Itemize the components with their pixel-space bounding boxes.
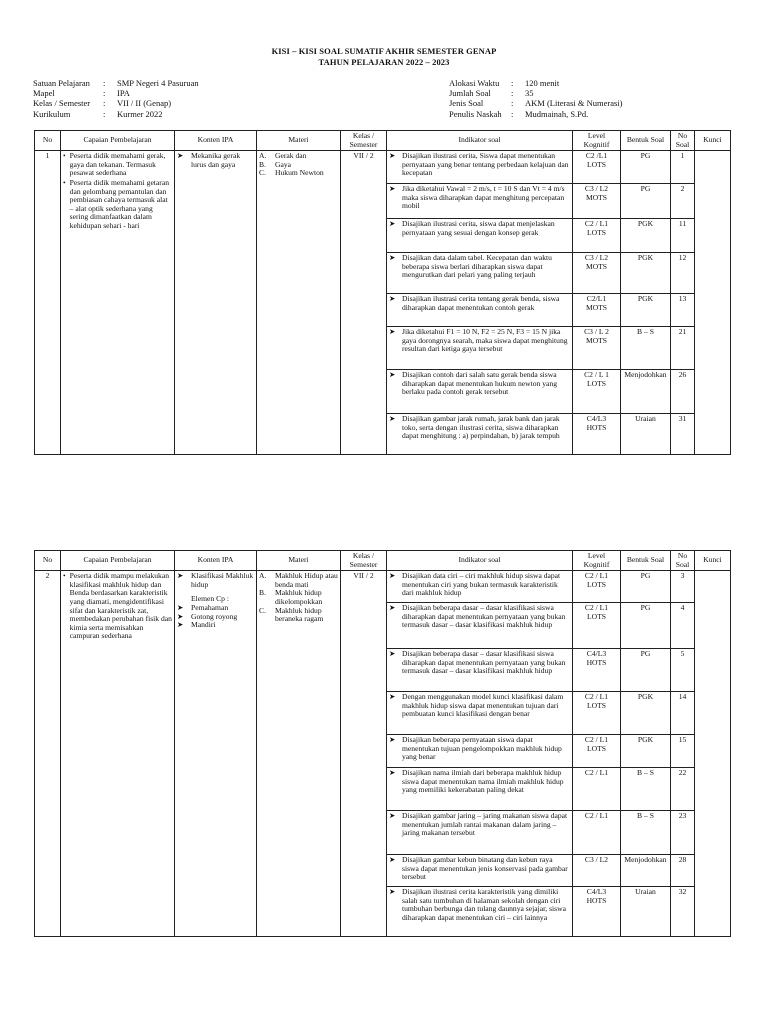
level-kognitif: C2 / L1: [573, 768, 620, 811]
materi-letter: C.: [259, 605, 266, 615]
level-kognitif: C2 / L1 LOTS: [573, 692, 620, 735]
col-header-kunci: Kunci: [695, 131, 731, 151]
level-kognitif: C3 / L2 MOTS: [573, 184, 620, 219]
bentuk-cell: [621, 571, 671, 937]
indikator-text: Disajikan ilustrasi cerita karakteristik yang dimiliki salah satu tumbuhan di halaman sekolah dengan ciri tumbuhan berbunga dan tulang daunnya sejajar, siswa diharapkan dapat menentukan ciri – ciri lainnya: [402, 887, 566, 922]
col-header-indikator: Indikator soal: [387, 131, 573, 151]
bentuk-soal: PGK: [621, 735, 670, 768]
arrow-icon: ➤: [177, 571, 184, 581]
indikator-text: Disajikan ilustrasi cerita, Siswa dapat menentukan pernyataan yang benar tentang perbedaan kelajuan dan kecepatan: [402, 151, 569, 178]
indikator-item: [387, 219, 572, 253]
nomor-soal: 1: [671, 151, 694, 184]
arrow-icon: ➤: [389, 735, 396, 745]
col-header-level: Level Kognitif: [573, 551, 621, 571]
bullet-icon: •: [63, 177, 66, 187]
indikator-text: Disajikan ilustrasi cerita, siswa dapat menjelaskan pernyataan yang sesuai dengan konsep gerak: [402, 219, 555, 237]
capaian-item: [63, 152, 172, 178]
elemen-item: [177, 613, 254, 622]
indikator-item: [387, 692, 572, 735]
col-header-konten: Konten IPA: [175, 551, 257, 571]
level-kognitif: C2 / L1 LOTS: [573, 603, 620, 649]
bentuk-soal: B – S: [621, 811, 670, 855]
meta-row: [449, 109, 623, 119]
nomor-soal: 23: [671, 811, 694, 855]
indikator-item: [387, 414, 572, 454]
indikator-text: Jika diketahui Vawal = 2 m/s, t = 10 S dan Vt = 4 m/s maka siswa diharapkan dapat menghitung percepatan mobil: [402, 184, 565, 211]
nomor-soal: 13: [671, 294, 694, 327]
level-cell: [573, 151, 621, 455]
kelas-semester: VII / 2: [341, 571, 387, 937]
arrow-icon: ➤: [389, 151, 396, 161]
arrow-icon: ➤: [177, 620, 184, 630]
arrow-icon: ➤: [389, 219, 396, 229]
konten-item: [177, 152, 254, 169]
level-kognitif: C3 / L2 MOTS: [573, 253, 620, 294]
indikator-item: [387, 327, 572, 370]
bentuk-soal: Uraian: [635, 414, 656, 424]
level-kognitif: C2 / L1 LOTS: [573, 219, 620, 253]
indikator-item: [387, 887, 572, 936]
nosoal-cell: [671, 571, 695, 937]
nomor-soal: 32: [678, 887, 687, 897]
nomor-soal: 31: [678, 414, 687, 424]
indikator-cell: [387, 571, 573, 937]
materi-text: Makhluk hidup beraneka ragam: [275, 605, 324, 624]
meta-right-block: [449, 78, 623, 119]
bentuk-soal: PGK: [621, 253, 670, 294]
nomor-soal: 3: [671, 571, 694, 603]
bentuk-soal: PG: [621, 603, 670, 649]
indikator-item: [387, 768, 572, 811]
materi-letter: B.: [259, 159, 266, 169]
meta-left-block: [33, 78, 199, 119]
indikator-item: [387, 294, 572, 327]
col-header-materi: Materi: [257, 131, 341, 151]
col-header-kelas: Kelas / Semester: [341, 131, 387, 151]
row-number: 2: [35, 571, 61, 937]
meta-colon: :: [511, 78, 514, 88]
materi-text: Gaya: [275, 159, 292, 169]
arrow-icon: ➤: [389, 571, 396, 581]
col-header-no: No: [35, 131, 61, 151]
meta-value: Kurmer 2022: [117, 108, 163, 119]
level-kognitif: C2 / L1 LOTS: [573, 571, 620, 603]
indikator-text: Disajikan nama ilmiah dari beberapa makhluk hidup siswa dapat menentukan nama ilmiah makhluk hidup yang memiliki kekerabatan paling dekat: [402, 768, 564, 795]
col-header-indikator: Indikator soal: [387, 551, 573, 571]
col-header-level: Level Kognitif: [573, 131, 621, 151]
indikator-item: [387, 571, 572, 603]
nomor-soal: 12: [671, 253, 694, 294]
arrow-icon: ➤: [389, 603, 396, 613]
konten-text: Mekanika gerak lurus dan gaya: [191, 151, 241, 169]
bentuk-soal: Menjodohkan: [621, 370, 670, 414]
konten-cell: [175, 571, 257, 937]
capaian-item: [63, 179, 172, 231]
level-kognitif: C2 / L 1 LOTS: [573, 370, 620, 414]
meta-value: SMP Negeri 4 Pasuruan: [117, 78, 199, 88]
indikator-text: Disajikan gambar kebun binatang dan kebun raya siswa dapat menentukan jenis konservasi pada gambar tersebut: [402, 855, 568, 882]
level-kognitif: C2/L1 MOTS: [573, 294, 620, 327]
bentuk-soal: PGK: [621, 692, 670, 735]
capaian-text: Peserta didik mampu melakukan klasifikasi makhluk hidup dan Benda berdasarkan karakteristik yang diamati, mengidentifikasi sifat dan karakteristik zat, membedakan perubahan fisik dan kimia serta memisahkan campuran sederhana: [69, 571, 172, 641]
indikator-text: Disajikan gambar jarak rumah, jarak bank dan jarak toko, serta dengan ilustrasi cerita, siswa diharapkan dapat menghitung : a) perpindahan, b) jarak tempuh: [402, 414, 560, 441]
level-kognitif: C4/L3 HOTS: [586, 414, 607, 432]
meta-row: [33, 78, 199, 88]
indikator-text: Disajikan data dalam tabel. Kecepatan dan waktu beberapa siswa berlari diharapkan siswa dapat mengurutkan dari pelari yang paling terjauh: [402, 253, 552, 280]
capaian-text: Peserta didik memahami getaran dan gelombang pemantulan dan pembiasan cahaya termasuk alat – alat optik sederhana yang sering dimanfaatkan dalam kehidupan sehari - hari: [69, 177, 169, 230]
indikator-text: Disajikan beberapa pernyataan siswa dapat menentukan tujuan pengelompokkan makhluk hidup yang benar: [402, 735, 562, 762]
indikator-text: Dengan menggunakan model kunci klasifikasi dalam makhluk hidup siswa dapat menentukan tujuan dari pembuatan kunci klasifikasi dengan benar: [402, 692, 564, 719]
indikator-item: [387, 811, 572, 855]
meta-label: Jumlah Soal: [449, 88, 491, 99]
arrow-icon: ➤: [389, 768, 396, 778]
elemen-item: [177, 621, 254, 630]
bentuk-soal: Menjodohkan: [621, 855, 670, 887]
nomor-soal: 26: [671, 370, 694, 414]
header-row: [35, 551, 731, 571]
elemen-text: Gotong royong: [191, 611, 238, 621]
materi-text: Makhluk hidup dikelompokkan: [275, 588, 323, 606]
kelas-semester: VII / 2: [341, 151, 387, 455]
konten-text: Klasifikasi Makhluk hidup: [191, 571, 254, 589]
arrow-icon: ➤: [177, 611, 184, 621]
indikator-item: [387, 603, 572, 649]
arrow-icon: ➤: [389, 692, 396, 702]
level-kognitif: C2 /L1 LOTS: [573, 151, 620, 184]
bentuk-soal: B – S: [621, 768, 670, 811]
materi-item: [259, 152, 338, 161]
level-kognitif: C4/L3 HOTS: [573, 649, 620, 692]
arrow-icon: ➤: [177, 151, 184, 161]
arrow-icon: ➤: [389, 811, 396, 821]
indikator-text: Disajikan ilustrasi cerita tentang gerak benda, siswa diharapkan dapat menentukan contoh gerak: [402, 294, 560, 312]
meta-label: Kelas / Semester: [33, 98, 91, 109]
indikator-text: Jika diketahui F1 = 10 N, F2 = 25 N, F3 = 15 N jika gaya dorongnya searah, maka siswa dapat menghitung resultan dari ketiga gaya tersebut: [402, 327, 568, 354]
document-title: KISI – KISI SOAL SUMATIF AKHIR SEMESTER GENAP: [271, 46, 497, 56]
kisi-table-2: [34, 550, 731, 937]
level-kognitif: C4/L3 HOTS: [586, 887, 607, 905]
bentuk-soal: Uraian: [635, 887, 656, 897]
materi-item: [259, 572, 338, 589]
elemen-text: Pemahaman: [191, 602, 229, 612]
bentuk-soal: PG: [621, 184, 670, 219]
meta-row: [449, 88, 623, 98]
meta-colon: :: [103, 98, 106, 109]
meta-value: 35: [525, 88, 534, 99]
nomor-soal: 14: [671, 692, 694, 735]
bentuk-soal: B – S: [621, 327, 670, 370]
col-header-konten: Konten IPA: [175, 131, 257, 151]
col-header-no: No: [35, 551, 61, 571]
materi-letter: C.: [259, 168, 266, 178]
indikator-text: Disajikan contoh dari salah satu gerak benda siswa diharapkan dapat menentukan hukum newton yang berlaku pada contoh gerak tersebut: [402, 370, 557, 397]
indikator-text: Disajikan beberapa dasar – dasar klasifikasi siswa diharapkan dapat menentukan pernyataan yang bukan termasuk dasar – dasar klasifikasi makhluk hidup: [402, 649, 566, 676]
nomor-soal: 28: [671, 855, 694, 887]
col-header-cp: Capaian Pembelajaran: [61, 551, 175, 571]
meta-colon: :: [103, 78, 106, 88]
meta-label: Satuan Pelajaran: [33, 78, 90, 88]
content-row: [35, 151, 731, 455]
bullet-icon: •: [63, 151, 66, 161]
col-header-nosoal: No Soal: [671, 131, 695, 151]
meta-colon: :: [511, 88, 514, 99]
kisi-table-1: [34, 130, 731, 455]
meta-label: Alokasi Waktu: [449, 78, 500, 88]
bentuk-soal: PGK: [621, 219, 670, 253]
indikator-item: [387, 649, 572, 692]
col-header-materi: Materi: [257, 551, 341, 571]
meta-colon: :: [511, 98, 514, 109]
nomor-soal: 21: [671, 327, 694, 370]
meta-row: [449, 98, 623, 108]
capaian-cell: [61, 151, 175, 455]
col-header-nosoal: No Soal: [671, 551, 695, 571]
bullet-icon: •: [63, 571, 66, 581]
nomor-soal: 22: [671, 768, 694, 811]
row-number: 1: [35, 151, 61, 455]
indikator-item: [387, 151, 572, 184]
nosoal-cell: [671, 151, 695, 455]
level-cell: [573, 571, 621, 937]
indikator-item: [387, 855, 572, 887]
col-header-cp: Capaian Pembelajaran: [61, 131, 175, 151]
meta-label: Kurikulum: [33, 108, 71, 119]
indikator-text: Disajikan beberapa dasar – dasar klasifikasi siswa diharapkan dapat menentukan pernyataan yang bukan termasuk dasar – dasar klasifikasi makhluk hidup: [402, 603, 566, 630]
nomor-soal: 4: [671, 603, 694, 649]
materi-cell: [257, 151, 341, 455]
konten-item: [177, 572, 254, 589]
materi-item: [259, 169, 338, 178]
meta-row: [33, 98, 199, 108]
meta-row: [33, 109, 199, 119]
arrow-icon: ➤: [389, 414, 396, 424]
arrow-icon: ➤: [389, 855, 396, 865]
meta-label: Jenis Soal: [449, 98, 484, 109]
content-row: [35, 571, 731, 937]
nomor-soal: 2: [671, 184, 694, 219]
col-header-kunci: Kunci: [695, 551, 731, 571]
meta-colon: :: [103, 108, 106, 119]
bentuk-soal: PG: [621, 649, 670, 692]
nomor-soal: 11: [671, 219, 694, 253]
materi-text: Hukum Newton: [275, 168, 324, 178]
indikator-cell: [387, 151, 573, 455]
materi-letter: A.: [259, 571, 267, 581]
materi-text: Gerak dan: [275, 151, 307, 161]
level-kognitif: C2 / L1: [573, 811, 620, 855]
meta-value: AKM (Literasi & Numerasi): [525, 98, 623, 109]
indikator-text: Disajikan data ciri – ciri makhluk hidup siswa dapat menentukan ciri yang bukan termasuk karakteristik dari makhluk hidup: [402, 571, 561, 598]
elemen-label: Elemen Cp :: [191, 594, 229, 604]
level-kognitif: C3 / L2: [573, 855, 620, 887]
indikator-text: Disajikan gambar jaring – jaring makanan siswa dapat menentukan jumlah rantai makanan dalam jaring – jaring makanan tersebut: [402, 811, 568, 838]
konten-cell: [175, 151, 257, 455]
arrow-icon: ➤: [389, 649, 396, 659]
bentuk-soal: PGK: [621, 294, 670, 327]
indikator-item: [387, 735, 572, 768]
materi-item: [259, 607, 338, 624]
meta-value: 120 menit: [525, 78, 560, 88]
bentuk-soal: PG: [621, 571, 670, 603]
nomor-soal: 5: [671, 649, 694, 692]
arrow-icon: ➤: [389, 887, 396, 897]
col-header-bentuk: Bentuk Soal: [621, 131, 671, 151]
materi-letter: A.: [259, 151, 267, 161]
elemen-text: Mandiri: [191, 620, 216, 630]
level-kognitif: C3 / L 2 MOTS: [573, 327, 620, 370]
meta-row: [449, 78, 623, 88]
meta-label: Mapel: [33, 88, 55, 99]
arrow-icon: ➤: [389, 327, 396, 337]
col-header-bentuk: Bentuk Soal: [621, 551, 671, 571]
kunci-cell: [695, 151, 731, 455]
arrow-icon: ➤: [177, 602, 184, 612]
meta-value: IPA: [117, 88, 130, 99]
meta-value: VII / II (Genap): [117, 98, 172, 109]
arrow-icon: ➤: [389, 184, 396, 194]
bentuk-cell: [621, 151, 671, 455]
arrow-icon: ➤: [389, 253, 396, 263]
materi-item: [259, 589, 338, 606]
level-kognitif: C2 / L1 LOTS: [573, 735, 620, 768]
materi-cell: [257, 571, 341, 937]
meta-value: Mudmainah, S.Pd.: [525, 108, 589, 119]
document-subtitle: TAHUN PELAJARAN 2022 – 2023: [318, 57, 450, 67]
capaian-text: Peserta didik memahami gerak, gaya dan tekanan. Termasuk pesawat sederhana: [69, 151, 166, 178]
meta-colon: :: [103, 88, 106, 99]
materi-text: Makhluk Hidup atau benda mati: [275, 571, 338, 589]
col-header-kelas: Kelas / Semester: [341, 551, 387, 571]
capaian-cell: [61, 571, 175, 937]
nomor-soal: 15: [671, 735, 694, 768]
capaian-item: [63, 572, 172, 641]
indikator-item: [387, 184, 572, 219]
arrow-icon: ➤: [389, 370, 396, 380]
indikator-item: [387, 253, 572, 294]
meta-row: [33, 88, 199, 98]
meta-label: Penulis Naskah: [449, 108, 502, 119]
indikator-item: [387, 370, 572, 414]
bentuk-soal: PG: [621, 151, 670, 184]
header-row: [35, 131, 731, 151]
meta-colon: :: [511, 108, 514, 119]
kunci-cell: [695, 571, 731, 937]
materi-letter: B.: [259, 588, 266, 598]
arrow-icon: ➤: [389, 294, 396, 304]
